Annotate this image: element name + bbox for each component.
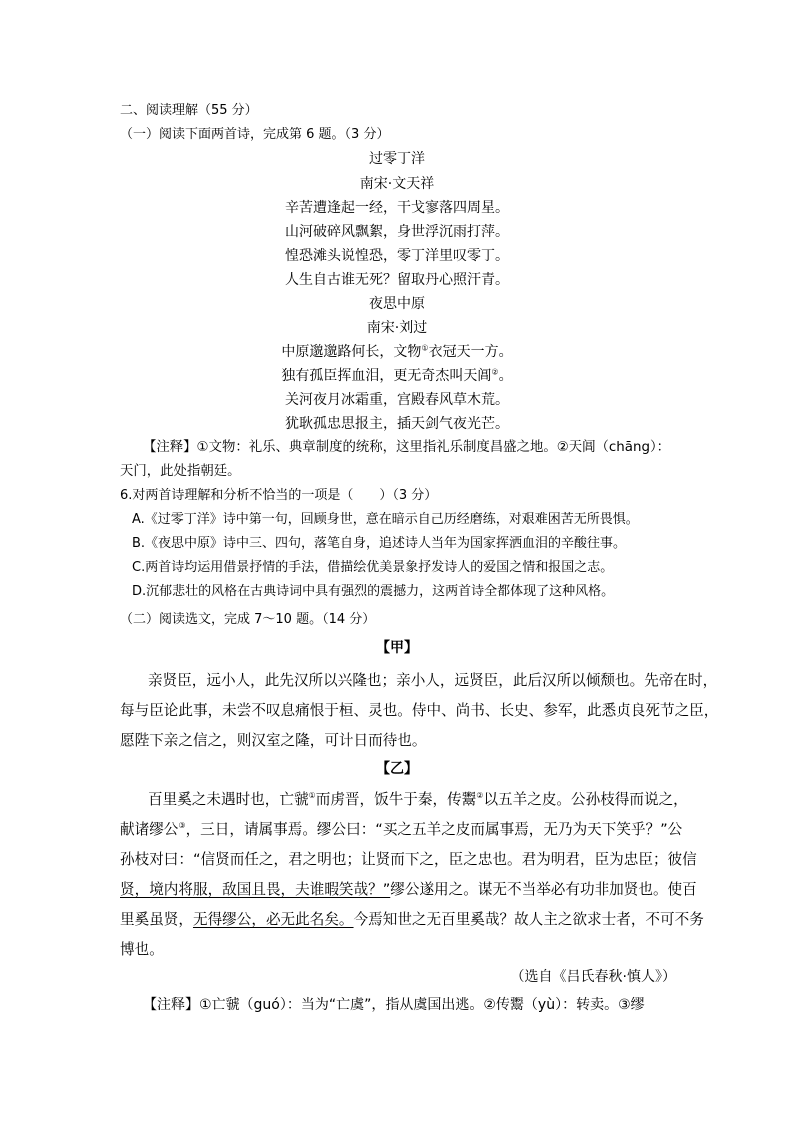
poem-note-line: 【注释】①文物：礼乐、典章制度的统称，这里指礼乐制度昌盛之地。②天阊（chāng）： xyxy=(143,440,671,455)
part2-intro: （二）阅读选文，完成 7～10 题。（14 分） xyxy=(120,612,376,627)
footnote-marker: ② xyxy=(476,791,484,801)
yi-note: 【注释】①亡虢（guó）：当为“亡虞”，指从虞国出逃。②传鬻（yù）：转卖。③缪 xyxy=(143,997,645,1013)
poem1-line: 山河破碎风飘絮，身世浮沉雨打萍。 xyxy=(285,224,509,240)
option-d: D.沉郁悲壮的风格在古典诗词中具有强烈的震撼力，这两首诗全都体现了这种风格。 xyxy=(132,584,615,599)
poem2-title: 夜思中原 xyxy=(369,296,425,312)
underlined-sentence: 贤，境内将服，敌国且畏，夫谁暇笑哉？” xyxy=(120,881,391,898)
yi-text: 百里奚之未遇时也，亡虢 xyxy=(148,791,309,808)
question-6: 6.对两首诗理解和分析不恰当的一项是（ ）（3 分） xyxy=(120,488,438,503)
footnote-marker: ② xyxy=(491,367,499,377)
underlined-sentence: 无得缪公，必无此名矣。 xyxy=(192,911,354,928)
section-title: 二、阅读理解（55 分） xyxy=(120,103,258,118)
footnote-marker: ③ xyxy=(178,821,186,831)
poem1-line: 人生自古谁无死？留取丹心照汗青。 xyxy=(285,272,509,288)
yi-line: 博也。 xyxy=(120,941,164,958)
part1-intro: （一）阅读下面两首诗，完成第 6 题。（3 分） xyxy=(120,127,390,142)
yi-line: 孙枝对曰：“信贤而任之，君之明也；让贤而下之，臣之忠也。君为明君，臣为忠臣；彼信 xyxy=(120,851,697,868)
poem2-line-text: 衣冠天一方。 xyxy=(428,344,513,360)
source-citation: （选自《吕氏春秋·慎人》） xyxy=(510,969,676,985)
poem2-line-text: 独有孤臣挥血泪，更无奇杰叫天阊 xyxy=(281,368,492,384)
poem2-line-text: 。 xyxy=(498,368,513,384)
jia-line: 亲贤臣，远小人，此先汉所以兴隆也；亲小人，远贤臣，此后汉所以倾颓也。先帝在时， xyxy=(148,672,718,689)
yi-line xyxy=(120,823,682,838)
yi-text: ，三日，请属事焉。缪公曰：“买之五羊之皮而属事焉，无乃为天下笑乎？”公 xyxy=(185,821,683,838)
yi-line xyxy=(148,793,688,808)
footnote-marker: ① xyxy=(308,791,316,801)
yi-text: 献诸缪公 xyxy=(120,821,179,838)
poem1-author: 南宋·文天祥 xyxy=(359,176,435,192)
poem1-title: 过零丁洋 xyxy=(369,151,425,167)
poem2-line: 关河夜月冰霜重，宫殿春风草木荒。 xyxy=(285,392,509,408)
yi-line xyxy=(120,913,704,928)
jia-line: 每与臣论此事，未尝不叹息痛恨于桓、灵也。侍中、尚书、长史、参军，此悉贞良死节之臣， xyxy=(120,702,719,719)
poem2-line xyxy=(0,369,794,383)
poem2-line: 犹耿孤忠思报主，插天剑气夜光芒。 xyxy=(285,416,509,432)
section-yi-heading: 【乙】 xyxy=(376,761,418,777)
yi-line xyxy=(120,883,697,898)
poem2-line xyxy=(0,345,794,359)
footnote-marker: ① xyxy=(421,343,429,353)
poem1-line: 惶恐滩头说惶恐，零丁洋里叹零丁。 xyxy=(285,248,509,264)
poem-note-line: 天门，此处指朝廷。 xyxy=(120,464,241,479)
yi-text: 里奚虽贤， xyxy=(120,911,193,928)
option-b: B.《夜思中原》诗中三、四句，落笔自身，追述诗人当年为国家挥洒血泪的辛酸往事。 xyxy=(132,536,627,551)
jia-line: 愿陛下亲之信之，则汉室之隆，可计日而待也。 xyxy=(120,732,427,749)
poem1-line: 辛苦遭逢起一经，干戈寥落四周星。 xyxy=(285,200,509,216)
option-c: C.两首诗均运用借景抒情的手法，借描绘优美景象抒发诗人的爱国之情和报国之志。 xyxy=(132,560,614,575)
poem2-line-text: 中原邈邈路何长，文物 xyxy=(281,344,422,360)
yi-text: 以五羊之皮。公孙枝得而说之， xyxy=(483,791,688,808)
section-jia-heading: 【甲】 xyxy=(376,640,418,656)
yi-text: 今焉知世之无百里奚哉？故人主之欲求士者，不可不务 xyxy=(353,911,704,928)
yi-text: 而虏晋，饭牛于秦，传鬻 xyxy=(315,791,477,808)
yi-text: 缪公遂用之。谋无不当举必有功非加贤也。使百 xyxy=(390,881,697,898)
option-a: A.《过零丁洋》诗中第一句，回顾身世，意在暗示自己历经磨练，对艰难困苦无所畏惧。 xyxy=(132,512,639,527)
poem2-author: 南宋·刘过 xyxy=(366,320,428,336)
